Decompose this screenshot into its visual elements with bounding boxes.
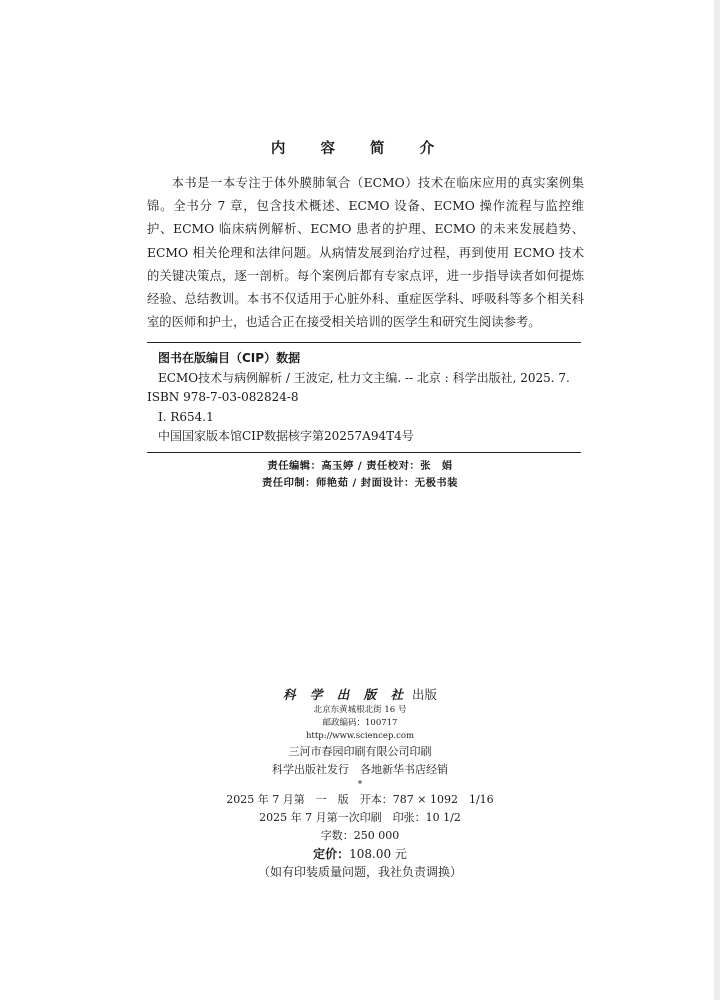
word-count-line: 字数：250 000: [320, 829, 400, 842]
cip-heading: 图书在版编目（CIP）数据: [158, 351, 301, 365]
editorial-credits: [0, 458, 720, 492]
section-title: 内 容 简 介: [270, 141, 450, 157]
separator-asterisk: *: [357, 780, 363, 790]
publisher-name-line: [0, 686, 720, 704]
publisher-name: 科 学 出 版 社: [283, 687, 408, 702]
price-value: 108.00 元: [349, 847, 407, 861]
cip-line-isbn: ISBN 978-7-03-082824-8: [147, 390, 299, 404]
credits-line-production: 责任印制：师艳茹 / 封面设计：无极书装: [262, 477, 458, 489]
publisher-suffix: 出版: [411, 687, 437, 702]
printer-line: 三河市春园印刷有限公司印刷: [288, 745, 432, 758]
printing-line: 2025 年 7 月第一次印刷 印张：10 1/2: [259, 811, 461, 824]
cip-line-classification: Ⅰ. R654.1: [158, 409, 214, 424]
cip-line-title: ECMO技术与病例解析 / 王波定, 杜力文主编. -- 北京 : 科学出版社, 2025. 7.: [158, 370, 570, 385]
edition-line: 2025 年 7 月第 一 版 开本：787 × 1092 1/16: [226, 793, 494, 806]
quality-notice: （如有印装质量问题，我社负责调换）: [257, 865, 462, 879]
introduction-paragraph: 本书是一本专注于体外膜肺氧合（ECMO）技术在临床应用的真实案例集锦。全书分 7 章，包含技术概述、ECMO 设备、ECMO 操作流程与监控维护、ECMO 临床病例解析、ECMO 患者的护理、ECMO 的未来发展趋势、ECMO 相关伦理和法律问题。从病情发展到治疗过程，再到使用 ECMO 技术的关键决策点，逐一剖析。每个案例后都有专家点评，进一步指导读者如何提炼经验、总结教训。本书不仅适用于心脏外科、重症医学科、呼吸科等多个相关科室的医师和护士，也适合正在接受相关培训的医学生和研究生阅读参考。: [147, 176, 584, 330]
publisher-website: http://www.sciencep.com: [305, 731, 415, 741]
publisher-postcode: 邮政编码：100717: [322, 718, 398, 728]
cip-data-block: [147, 342, 581, 453]
price-line: [0, 845, 720, 863]
credits-line-editors: 责任编辑：高玉婷 / 责任校对：张 娟: [267, 460, 453, 472]
introduction: [147, 172, 584, 334]
publisher-address: 北京东黄城根北街 16 号: [313, 705, 407, 715]
price-label: 定价：: [313, 847, 350, 861]
cip-line-number: 中国国家版本馆CIP数据核字第20257A94T4号: [158, 429, 414, 443]
publisher-block: [0, 686, 720, 881]
distribution-line: 科学出版社发行 各地新华书店经销: [272, 763, 448, 776]
